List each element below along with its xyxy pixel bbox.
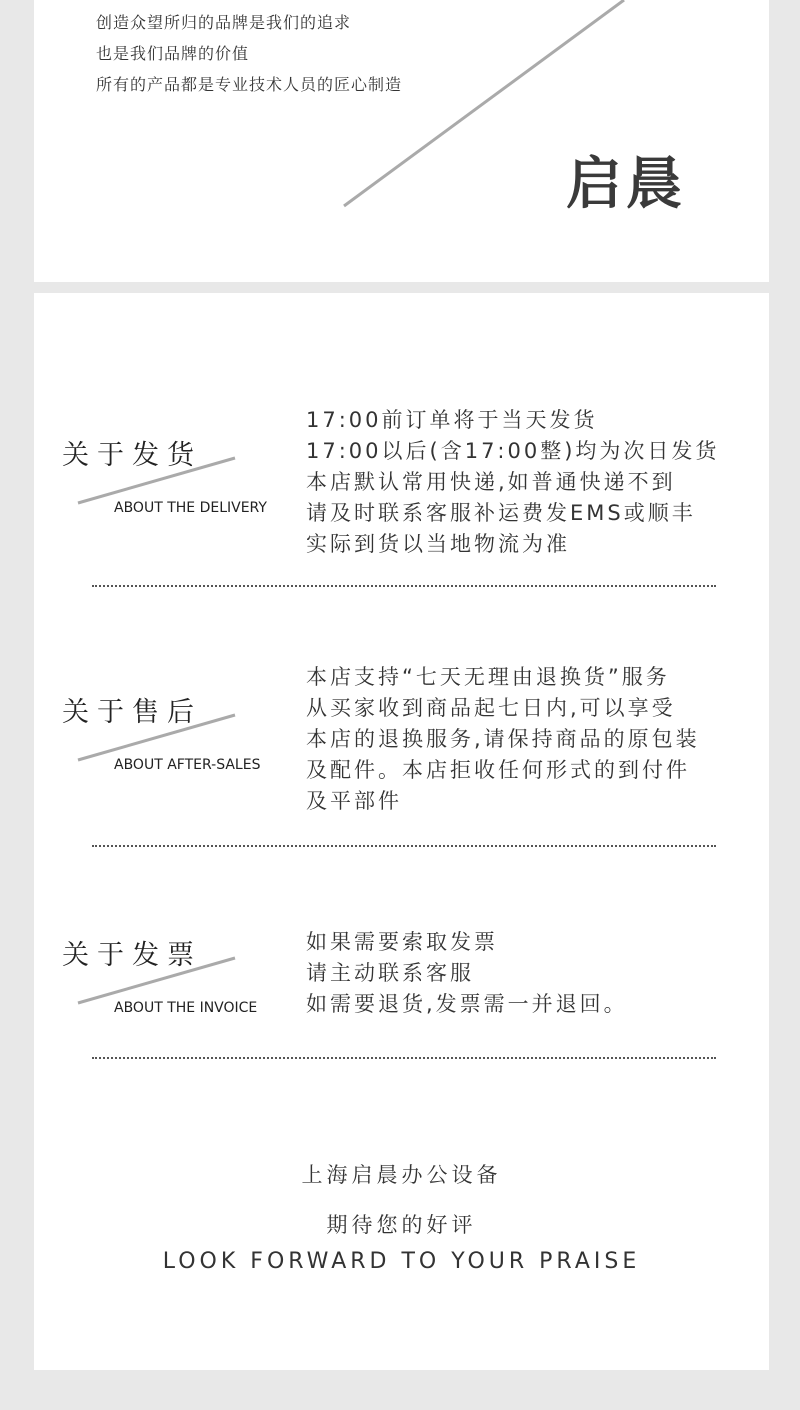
invoice-line: 如果需要索取发票 [306,930,498,954]
intro-card [34,0,769,282]
invoice-line: 请主动联系客服 [306,961,474,985]
delivery-line: 实际到货以当地物流为准 [306,532,570,556]
intro-line-3: 所有的产品都是专业技术人员的匠心制造 [96,75,403,94]
invoice-line: 如需要退货,发票需一并退回。 [306,992,628,1016]
after-sales-line: 及平部件 [306,789,402,813]
dotted-divider [92,1057,716,1059]
brand-name: 启晨 [566,152,686,217]
after-sales-subtitle: ABOUT AFTER-SALES [114,757,261,773]
invoice-section [34,897,769,1017]
after-sales-title: 关于售后 [62,697,202,728]
delivery-subtitle: ABOUT THE DELIVERY [114,500,267,516]
invoice-title: 关于发票 [62,940,202,971]
praise-cn: 期待您的好评 [326,1213,477,1237]
delivery-section [34,397,769,557]
delivery-line: 请及时联系客服补运费发EMS或顺丰 [306,501,696,525]
service-info-card [34,293,769,1370]
praise-en: LOOK FORWARD TO YOUR PRAISE [162,1249,641,1274]
intro-line-2: 也是我们品牌的价值 [96,44,250,63]
after-sales-line: 及配件。本店拒收任何形式的到付件 [306,758,690,782]
after-sales-line: 从买家收到商品起七日内,可以享受 [306,696,676,720]
invoice-body [306,927,766,1020]
delivery-title: 关于发货 [62,440,202,471]
intro-line-1: 创造众望所归的品牌是我们的追求 [96,13,352,32]
after-sales-line: 本店支持“七天无理由退换货”服务 [306,665,670,689]
company-name: 上海启晨办公设备 [301,1163,502,1187]
delivery-line: 本店默认常用快递,如普通快递不到 [306,470,676,494]
dotted-divider [92,845,716,847]
delivery-body [306,405,766,560]
after-sales-section [34,654,769,814]
dotted-divider [92,585,716,587]
after-sales-body [306,662,766,817]
delivery-line: 17:00前订单将于当天发货 [306,408,598,432]
invoice-subtitle: ABOUT THE INVOICE [114,1000,258,1016]
after-sales-line: 本店的退换服务,请保持商品的原包装 [306,727,700,751]
delivery-line: 17:00以后(含17:00整)均为次日发货 [306,439,720,463]
